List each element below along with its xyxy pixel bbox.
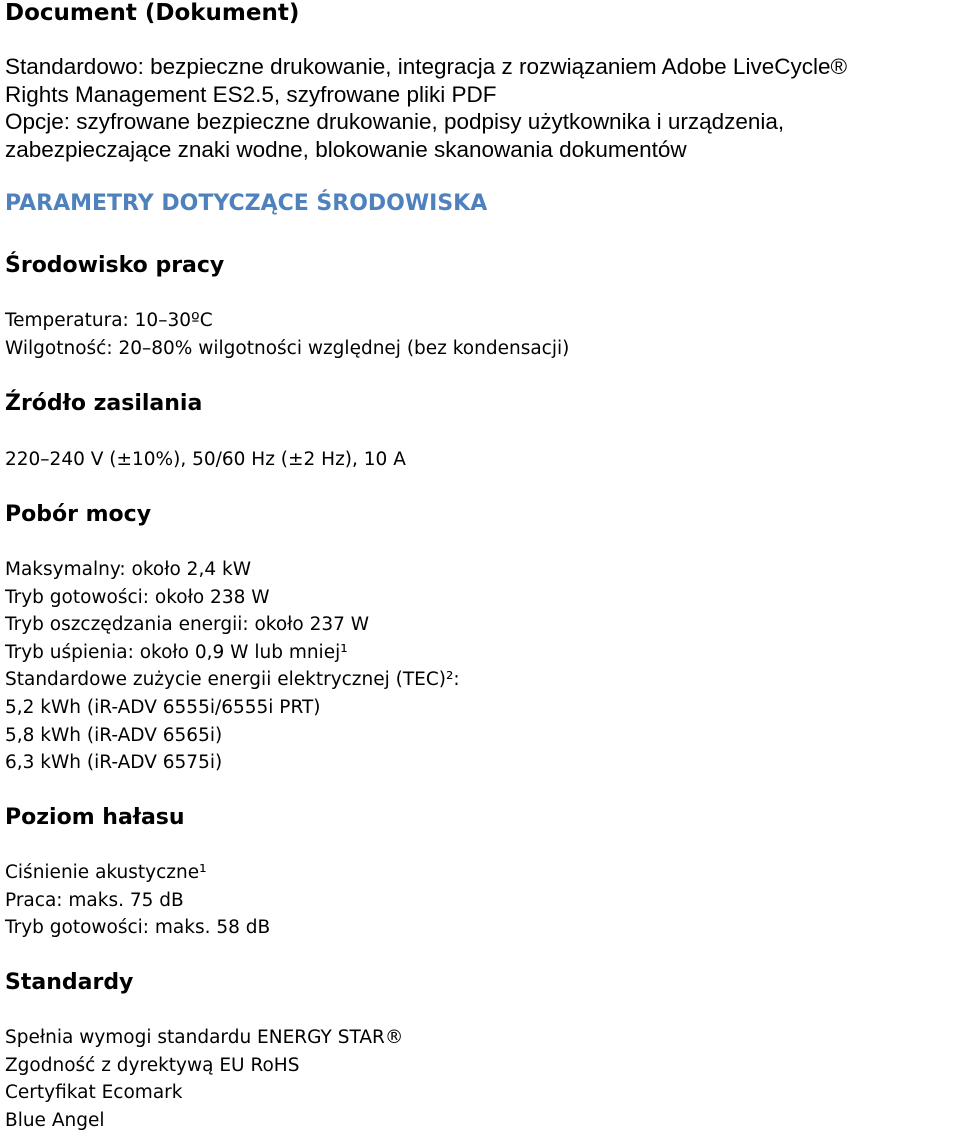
noise-line: Tryb gotowości: maks. 58 dB xyxy=(5,917,271,939)
standard-line: Certyfikat Ecomark xyxy=(5,1082,183,1104)
power-line: Tryb gotowości: około 238 W xyxy=(5,586,270,608)
intro-line: Rights Management ES2.5, szyfrowane pliki PDF xyxy=(5,81,497,107)
standards-block xyxy=(5,1024,403,1134)
power-line: 5,8 kWh (iR-ADV 6565i) xyxy=(5,724,223,746)
intro-paragraph xyxy=(5,53,847,163)
power-source-heading: Źródło zasilania xyxy=(5,391,203,416)
standards-heading: Standardy xyxy=(5,970,134,995)
temperature-line: Temperatura: 10–30ºC xyxy=(5,310,213,331)
working-environment-heading: Środowisko pracy xyxy=(5,253,225,278)
environment-section-heading: PARAMETRY DOTYCZĄCE ŚRODOWISKA xyxy=(5,191,488,216)
power-line: Standardowe zużycie energii elektrycznej (TEC)²: xyxy=(5,669,460,691)
power-line: Tryb uśpienia: około 0,9 W lub mniej¹ xyxy=(5,641,348,663)
intro-line: Opcje: szyfrowane bezpieczne drukowanie, podpisy użytkownika i urządzenia, xyxy=(5,109,785,134)
noise-level-heading: Poziom hałasu xyxy=(5,805,185,830)
humidity-line: Wilgotność: 20–80% wilgotności względnej (bez kondensacji) xyxy=(5,337,570,359)
intro-line: zabezpieczające znaki wodne, blokowanie skanowania dokumentów xyxy=(5,136,687,162)
power-line: 5,2 kWh (iR-ADV 6555i/6555i PRT) xyxy=(5,696,321,718)
standard-line: Blue Angel xyxy=(5,1109,105,1131)
power-consumption-block xyxy=(5,556,460,777)
noise-line: Praca: maks. 75 dB xyxy=(5,889,184,911)
power-source-block xyxy=(5,446,406,474)
working-environment-block xyxy=(5,307,569,362)
noise-level-block xyxy=(5,859,270,942)
power-line: Tryb oszczędzania energii: około 237 W xyxy=(5,614,370,636)
standard-line: Spełnia wymogi standardu ENERGY STAR® xyxy=(5,1027,404,1048)
noise-line: Ciśnienie akustyczne¹ xyxy=(5,862,207,883)
standard-line: Zgodność z dyrektywą EU RoHS xyxy=(5,1054,300,1076)
power-source-line: 220–240 V (±10%), 50/60 Hz (±2 Hz), 10 A xyxy=(5,449,406,470)
power-consumption-heading: Pobór mocy xyxy=(5,502,152,527)
document-title: Document (Dokument) xyxy=(5,0,300,26)
power-line: Maksymalny: około 2,4 kW xyxy=(5,559,251,580)
intro-line: Standardowo: bezpieczne drukowanie, integracja z rozwiązaniem Adobe LiveCycle® xyxy=(5,54,848,79)
power-line: 6,3 kWh (iR-ADV 6575i) xyxy=(5,752,223,774)
